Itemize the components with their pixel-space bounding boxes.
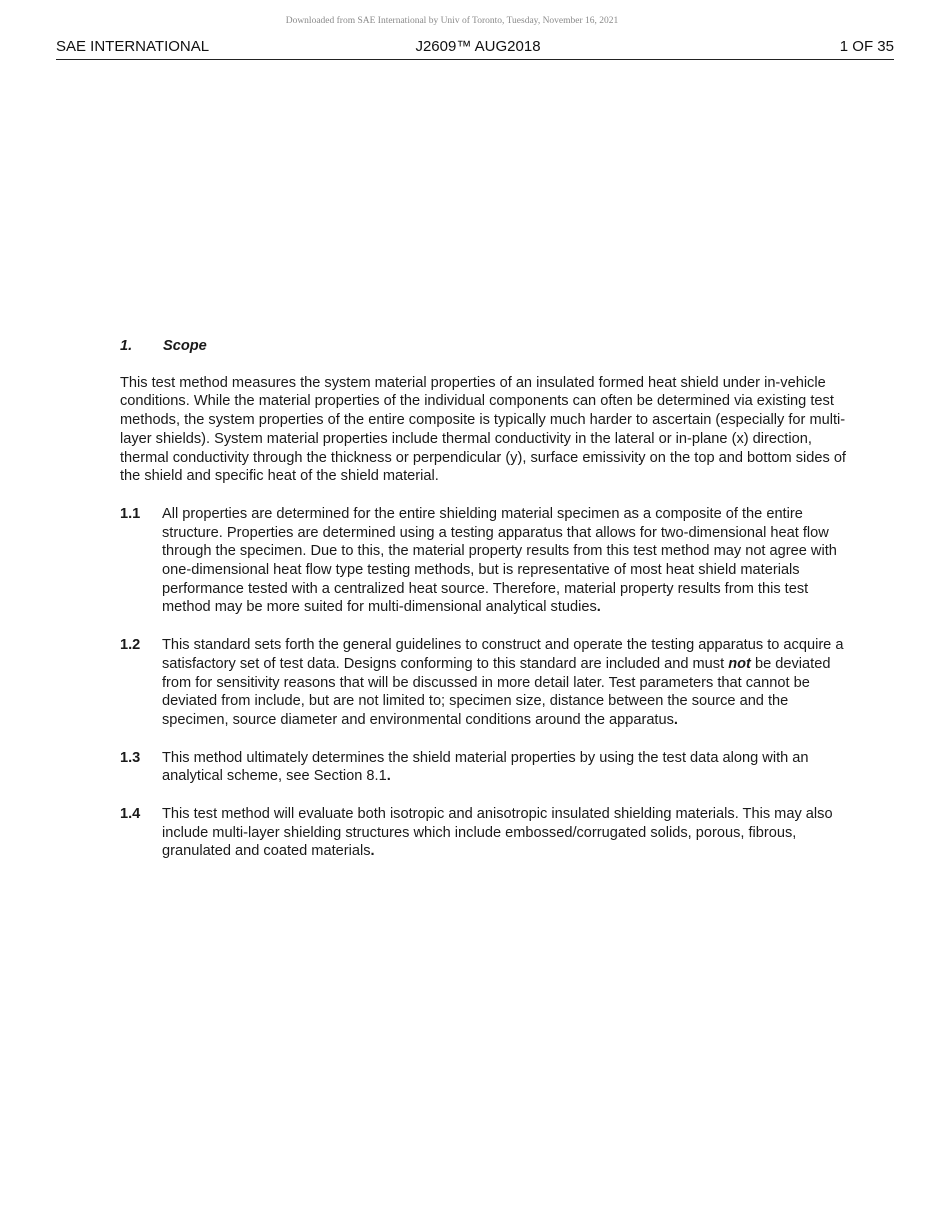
clause-number: 1.4 [120,806,141,823]
download-watermark: Downloaded from SAE International by Univ of Toronto, Tuesday, November 16, 2021 [285,16,619,26]
section-number: 1. [120,338,133,354]
section-title: Scope [163,338,207,354]
clause-end-period: . [596,599,601,616]
clause-text [162,505,850,617]
clause-text [162,805,850,861]
header-divider [56,59,894,60]
clause-number: 1.1 [120,505,141,522]
clause-text-body-b: be deviated from for sensitivity reasons that will be discussed in more detail later. Test parameters that cannot be deviated from include, but are not limited to; specimen size, distance between the source and the specimen, source diameter and environmental conditions around the apparatus [162,655,831,728]
clause-emphasis: not [728,655,751,672]
clause-number: 1.2 [120,637,141,654]
clause-text-body-a: This standard sets forth the general guidelines to construct and operate the testing apparatus to acquire a satisfactory set of test data. Designs conforming to this standard are included and must [162,637,844,672]
clause-text [162,749,850,786]
clause-end-period: . [386,768,391,785]
clause-text-body: All properties are determined for the entire shielding material specimen as a composite of the entire structure. Properties are determined using a testing apparatus that allows for two-dimensional heat flow through the specimen. Due to this, the material property results from this test method may not agree with one-dimensional heat flow type testing methods, but is representative of most heat shield materials performance tested with a centralized heat source. Therefore, material property results from this test method may be more suited for multi-dimensional analytical studies [162,505,837,616]
clause-1-1 [120,505,850,617]
clause-number: 1.3 [120,749,141,766]
clause-text-body: This method ultimately determines the shield material properties by using the test data along with an analytical scheme, see Section 8.1 [162,749,809,785]
header-document-id: J2609™ AUG2018 [415,38,541,55]
clause-end-period: . [370,843,375,860]
header-page-number: 1 OF 35 [839,38,894,55]
section-heading-scope [120,337,850,356]
clause-1-3 [120,749,850,786]
header-organization: SAE INTERNATIONAL [56,38,210,55]
clause-text-body: This test method will evaluate both isotropic and anisotropic insulated shielding materials. This may also include multi-layer shielding structures which include embossed/corrugated solids, porous, fibrous, granulated and coated materials [162,806,833,860]
document-body [120,337,850,880]
clause-text [162,636,850,730]
clause-1-2 [120,636,850,730]
clause-1-4 [120,805,850,861]
clause-end-period: . [673,711,678,728]
page-header [56,38,894,58]
scope-intro-paragraph: This test method measures the system material properties of an insulated formed heat shield under in-vehicle conditions. While the material properties of the individual components can often be determined via existing test methods, the system properties of the entire composite is typically much harder to ascertain (especially for multi-layer shields). System material properties include thermal conductivity in the lateral or in-plane (x) direction, thermal conductivity through the thickness or perpendicular (y), surface emissivity on the top and bottom sides of the shield and specific heat of the shield material. [120,374,846,485]
